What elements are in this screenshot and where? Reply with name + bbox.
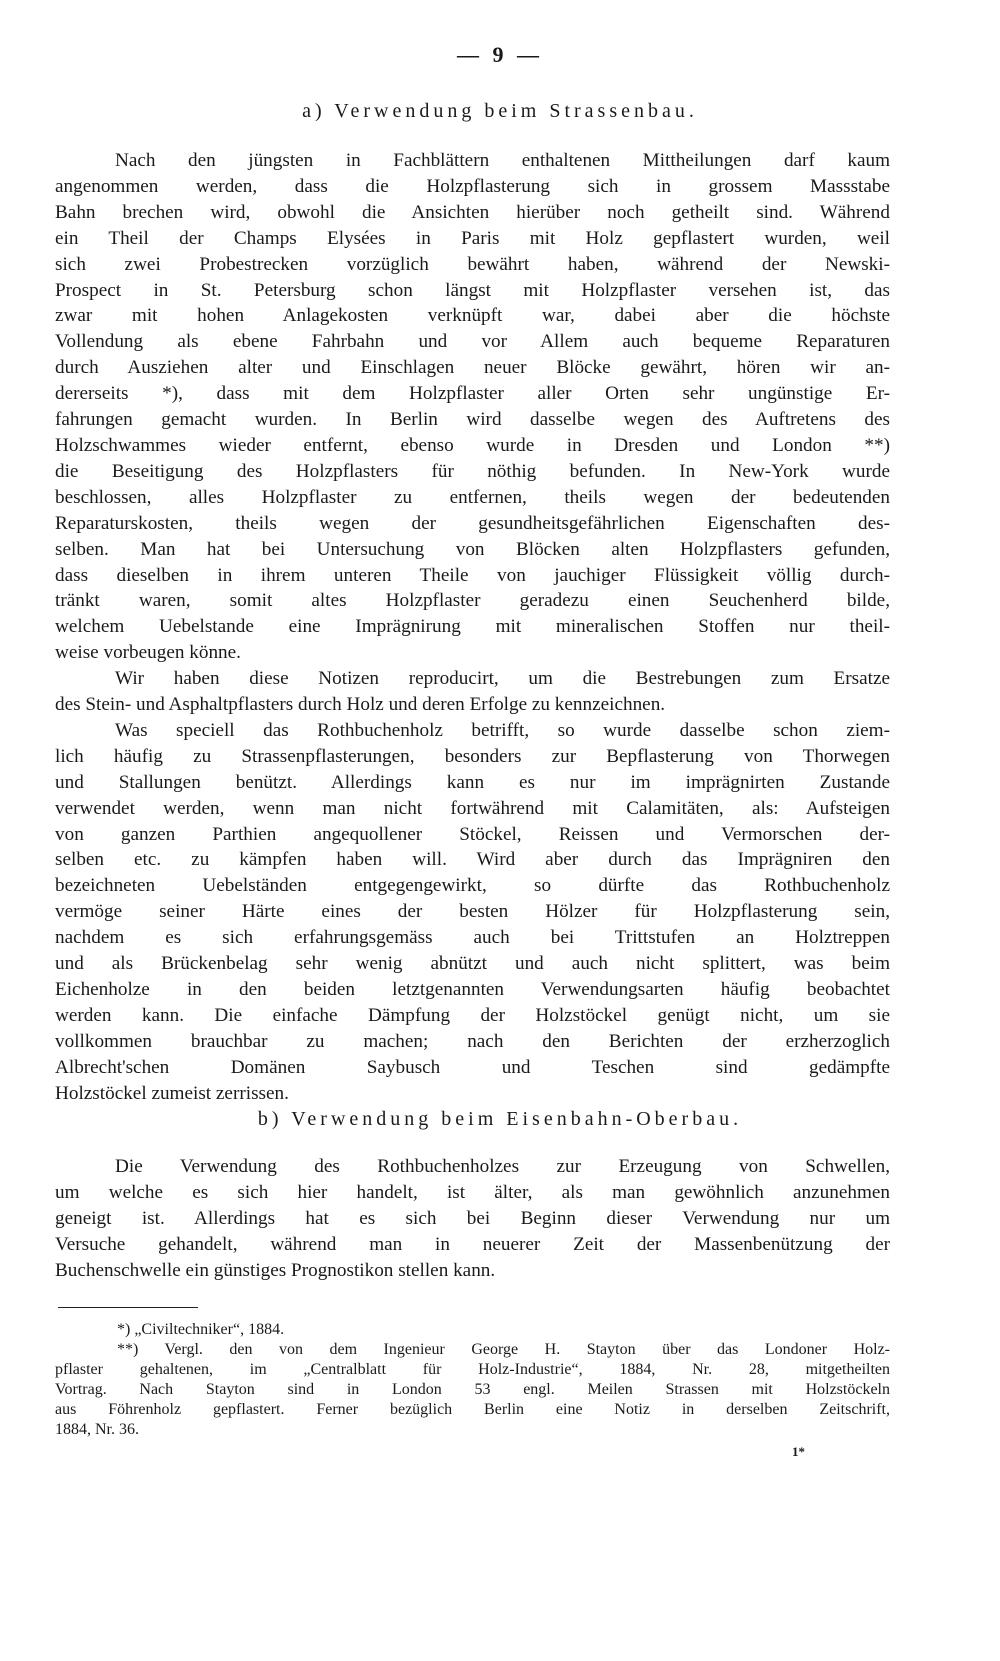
text-line: tränkt waren, somit altes Holzpflaster geradezu einen Seuchenherd bilde, [55,590,890,612]
text-line: vermöge seiner Härte eines der besten Hölzer für Holzpflasterung sein, [55,901,890,923]
text-line: zwar mit hohen Anlagekosten verknüpft war, dabei aber die höchste [55,305,890,327]
text-line: nachdem es sich erfahrungsgemäss auch bei Trittstufen an Holztreppen [55,927,890,949]
text-line: Wir haben diese Notizen reproducirt, um die Bestrebungen zum Ersatze [115,668,890,690]
text-line: geneigt ist. Allerdings hat es sich bei Beginn dieser Verwendung nur um [55,1207,890,1229]
text-line: Nach den jüngsten in Fachblättern enthaltenen Mittheilungen darf kaum [115,150,890,171]
footnote-line: **) Vergl. den von dem Ingenieur George H. Stayton über das Londoner Holz- [117,1341,890,1358]
text-line: Reparaturskosten, theils wegen der gesundheitsgefährlichen Eigenschaften des- [55,512,890,534]
footnote-line: *) „Civiltechniker“, 1884. [117,1321,285,1338]
text-line: verwendet werden, wenn man nicht fortwährend mit Calamitäten, als: Aufsteigen [55,797,890,819]
text-line: Holzschwammes wieder entfernt, ebenso wurde in Dresden und London **) [55,434,890,456]
text-line: Buchenschwelle ein günstiges Prognostikon stellen kann. [55,1259,496,1281]
footnote-line: pflaster gehaltenen, im „Centralblatt für Holz-Industrie“, 1884, Nr. 28, mitgetheilten [55,1361,890,1378]
text-line: angenommen werden, dass die Holzpflasterung sich in grossem Massstabe [55,175,890,197]
section-a-heading: a) Verwendung beim Strassenbau. [302,100,698,122]
text-line: Prospect in St. Petersburg schon längst mit Holzpflaster versehen ist, das [55,279,890,301]
text-line: selben. Man hat bei Untersuchung von Blöcken alten Holzpflasters gefunden, [55,538,890,560]
text-line: Was speciell das Rothbuchenholz betrifft, so wurde dasselbe schon ziem- [115,719,890,741]
text-line: Eichenholze in den beiden letztgenannten Verwendungsarten häufig beobachtet [55,979,890,1000]
text-line: und Stallungen benützt. Allerdings kann es nur im imprägnirten Zustande [55,771,890,793]
text-line: werden kann. Die einfache Dämpfung der Holzstöckel genügt nicht, um sie [55,1004,890,1026]
text-line: dass dieselben in ihrem unteren Theile von jauchiger Flüssigkeit völlig durch- [55,564,890,586]
section-b-body [55,1154,890,1284]
text-line: Vollendung als ebene Fahrbahn und vor Allem auch bequeme Reparaturen [55,331,890,353]
page-number: — 9 — [457,42,543,67]
text-line: durch Ausziehen alter und Einschlagen neuer Blöcke gewährt, hören wir an- [55,357,890,379]
footnote-line: aus Föhrenholz gepflastert. Ferner bezüglich Berlin eine Notiz in derselben Zeitschrift, [55,1401,890,1418]
text-line: lich häufig zu Strassenpflasterungen, besonders zur Bepflasterung von Thorwegen [55,745,890,767]
text-line: vollkommen brauchbar zu machen; nach den Berichten der erzherzoglich [55,1030,890,1052]
footnote-line: 1884, Nr. 36. [55,1421,139,1438]
text-line: Versuche gehandelt, während man in neuerer Zeit der Massenbenützung der [55,1233,890,1255]
text-line: Bahn brechen wird, obwohl die Ansichten hierüber noch getheilt sind. Während [55,201,890,223]
text-line: Die Verwendung des Rothbuchenholzes zur Erzeugung von Schwellen, [115,1156,890,1177]
text-line: des Stein- und Asphaltpflasters durch Holz und deren Erfolge zu kennzeichnen. [55,694,666,716]
footnotes [55,1320,890,1440]
text-line: fahrungen gemacht wurden. In Berlin wird dasselbe wegen des Auftretens des [55,409,890,431]
text-line: dererseits *), dass mit dem Holzpflaster aller Orten sehr ungünstige Er- [55,383,890,405]
text-line: bezeichneten Uebelständen entgegengewirkt, so dürfte das Rothbuchenholz [55,875,890,897]
text-line: ein Theil der Champs Elysées in Paris mit Holz gepflastert wurden, weil [55,227,890,249]
text-line: Holzstöckel zumeist zerrissen. [55,1082,289,1104]
text-line: welchem Uebelstande eine Imprägnirung mit mineralischen Stoffen nur theil- [55,616,890,638]
footnote-line: Vortrag. Nach Stayton sind in London 53 engl. Meilen Strassen mit Holzstöckeln [55,1381,890,1398]
text-line: beschlossen, alles Holzpflaster zu entfernen, theils wegen der bedeutenden [55,486,890,508]
text-line: Albrecht'schen Domänen Saybusch und Teschen sind gedämpfte [55,1056,890,1078]
text-line: und als Brückenbelag sehr wenig abnützt und auch nicht splittert, was beim [55,953,890,975]
text-line: die Beseitigung des Holzpflasters für nöthig befunden. In New-York wurde [55,460,890,482]
text-line: weise vorbeugen könne. [55,642,241,664]
text-line: selben etc. zu kämpfen haben will. Wird aber durch das Imprägniren den [55,849,890,871]
section-b-heading: b) Verwendung beim Eisenbahn-Oberbau. [257,1108,743,1130]
text-line: um welche es sich hier handelt, ist älter, als man gewöhnlich anzunehmen [55,1181,890,1203]
text-line: von ganzen Parthien angequollener Stöckel, Reissen und Vermorschen der- [55,823,890,845]
signature-mark: 1* [792,1444,805,1459]
footnote-divider [58,1307,198,1308]
text-line: sich zwei Probestrecken vorzüglich bewährt haben, während der Newski- [55,253,890,275]
section-a-body [55,148,890,1107]
